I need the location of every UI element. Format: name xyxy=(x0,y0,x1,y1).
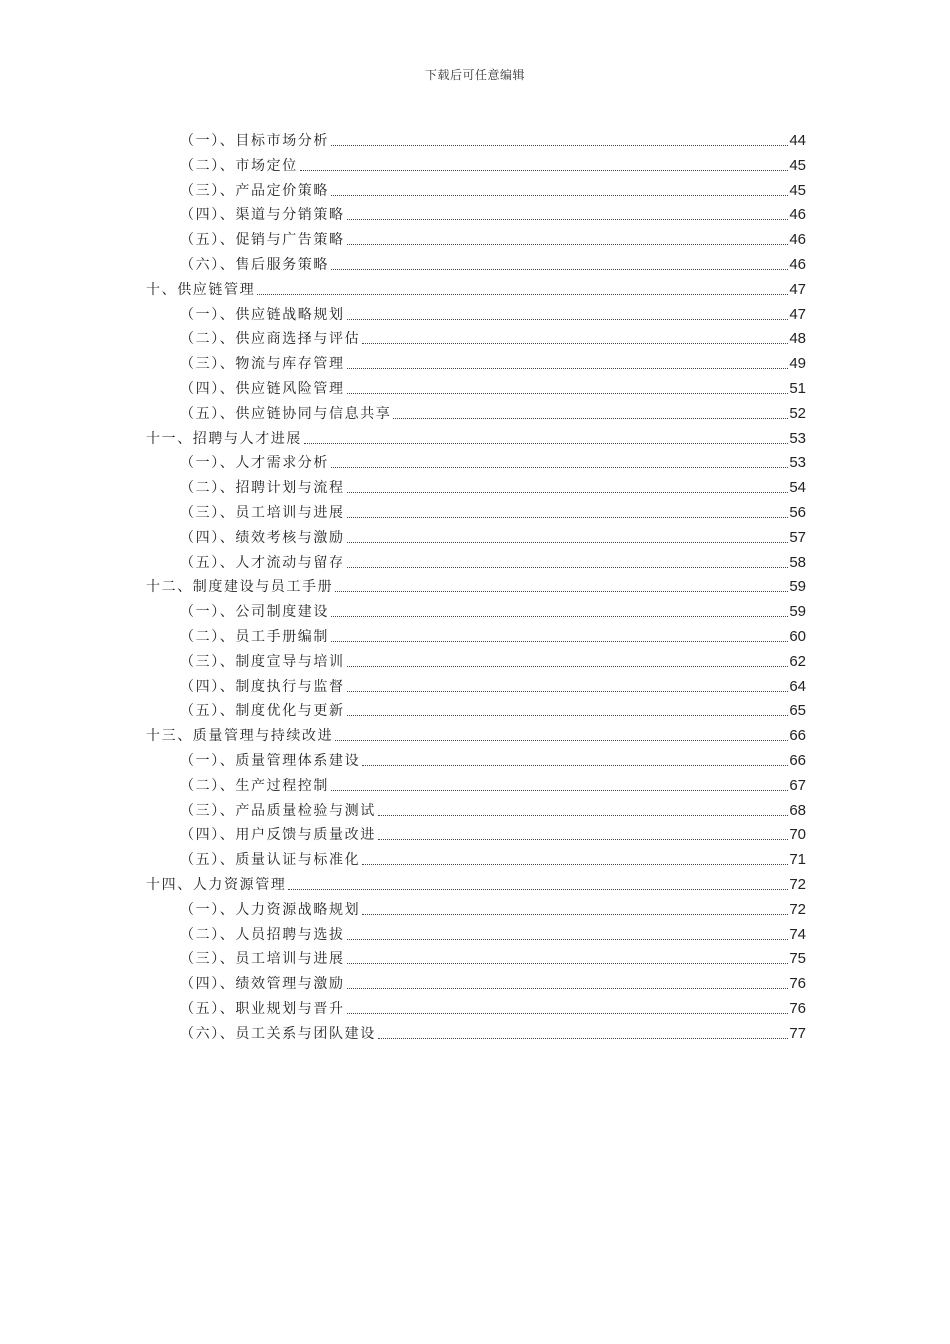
toc-entry-label: （三）、员工培训与进展 xyxy=(180,505,345,521)
toc-entry[interactable] xyxy=(180,126,806,150)
toc-dot-leader xyxy=(347,368,789,369)
toc-page-number: 74 xyxy=(789,925,806,943)
toc-dot-leader xyxy=(347,567,789,568)
toc-entry-label: （六）、员工关系与团队建设 xyxy=(180,1025,376,1042)
toc-page-number: 46 xyxy=(789,206,806,224)
toc-page-number: 65 xyxy=(789,702,806,720)
toc-page-number: 51 xyxy=(789,380,806,397)
toc-page-number: 60 xyxy=(789,628,806,645)
toc-entry[interactable] xyxy=(180,746,806,770)
toc-page-number: 72 xyxy=(789,900,806,918)
toc-entry[interactable] xyxy=(180,994,806,1018)
toc-entry[interactable] xyxy=(180,225,806,249)
toc-dot-leader xyxy=(347,319,789,320)
toc-entry[interactable] xyxy=(180,399,806,423)
toc-entry-label: 十一、招聘与人才进展 xyxy=(146,430,302,447)
toc-entry[interactable] xyxy=(180,448,806,472)
toc-entry-label: 十二、制度建设与员工手册 xyxy=(146,579,334,596)
toc-entry-label: （一）、质量管理体系建设 xyxy=(180,753,361,769)
toc-dot-leader xyxy=(331,195,788,196)
toc-entry[interactable] xyxy=(146,870,806,894)
toc-entry-label: （一）、公司制度建设 xyxy=(180,604,329,621)
toc-dot-leader xyxy=(331,790,788,791)
toc-page-number: 54 xyxy=(789,479,806,497)
toc-page-number: 59 xyxy=(789,578,806,596)
toc-entry-label: 十四、人力资源管理 xyxy=(146,877,287,893)
toc-page-number: 44 xyxy=(789,132,806,149)
toc-entry[interactable] xyxy=(180,1019,806,1043)
toc-entry-label: （四）、绩效管理与激励 xyxy=(180,976,345,993)
toc-entry-label: （五）、供应链协同与信息共享 xyxy=(180,405,392,422)
toc-dot-leader xyxy=(347,963,789,964)
toc-dot-leader xyxy=(335,591,788,592)
toc-entry-label: （四）、用户反馈与质量改进 xyxy=(180,827,376,844)
toc-entry[interactable] xyxy=(180,944,806,968)
toc-entry[interactable] xyxy=(180,895,806,919)
toc-page-number: 56 xyxy=(789,504,806,521)
toc-page-number: 75 xyxy=(789,950,806,968)
toc-dot-leader xyxy=(378,839,789,840)
toc-dot-leader xyxy=(347,542,789,543)
toc-page-number: 53 xyxy=(789,454,806,472)
toc-entry[interactable] xyxy=(180,969,806,993)
page-header: 下载后可任意编辑 xyxy=(424,68,525,82)
toc-entry-label: （四）、渠道与分销策略 xyxy=(180,207,345,224)
toc-entry[interactable] xyxy=(146,572,806,596)
toc-entry[interactable] xyxy=(180,622,806,646)
toc-dot-leader xyxy=(347,1013,789,1014)
toc-entry-label: （一）、人力资源战略规划 xyxy=(180,901,361,918)
toc-dot-leader xyxy=(362,864,788,865)
toc-dot-leader xyxy=(304,443,788,444)
toc-entry[interactable] xyxy=(180,796,806,820)
toc-entry[interactable] xyxy=(180,200,806,224)
toc-page-number: 66 xyxy=(789,752,806,769)
toc-page-number: 77 xyxy=(789,1024,806,1042)
toc-page-number: 47 xyxy=(789,305,806,323)
toc-dot-leader xyxy=(331,145,788,146)
toc-entry[interactable] xyxy=(180,597,806,621)
toc-page-number: 71 xyxy=(789,851,806,869)
toc-page-number: 76 xyxy=(789,975,806,993)
toc-dot-leader xyxy=(347,517,789,518)
toc-entry-label: （四）、绩效考核与激励 xyxy=(180,529,345,546)
toc-dot-leader xyxy=(347,988,789,989)
toc-page-number: 59 xyxy=(789,603,806,621)
toc-dot-leader xyxy=(331,616,788,617)
toc-entry-label: （三）、制度宣导与培训 xyxy=(180,653,345,670)
toc-page-number: 46 xyxy=(789,231,806,249)
toc-page-number: 67 xyxy=(789,776,806,794)
toc-dot-leader xyxy=(331,467,788,468)
toc-page-number: 57 xyxy=(789,528,806,546)
toc-entry-label: （二）、招聘计划与流程 xyxy=(180,480,345,497)
toc-entry[interactable] xyxy=(180,647,806,671)
toc-entry-label: （三）、产品质量检验与测试 xyxy=(180,802,376,819)
toc-entry[interactable] xyxy=(180,548,806,572)
toc-page-number: 58 xyxy=(789,553,806,571)
toc-entry-label: （五）、职业规划与晋升 xyxy=(180,1001,345,1017)
toc-entry-label: （五）、制度优化与更新 xyxy=(180,703,345,720)
toc-entry[interactable] xyxy=(180,300,806,324)
toc-entry[interactable] xyxy=(180,672,806,696)
toc-dot-leader xyxy=(347,244,789,245)
toc-dot-leader xyxy=(347,393,789,394)
toc-dot-leader xyxy=(393,418,788,419)
toc-dot-leader xyxy=(347,939,789,940)
toc-page-number: 64 xyxy=(789,677,806,695)
toc-entry-label: （六）、售后服务策略 xyxy=(180,257,329,273)
toc-entry[interactable] xyxy=(180,250,806,274)
toc-dot-leader xyxy=(331,641,788,642)
toc-page-number: 62 xyxy=(789,652,806,670)
toc-page-number: 52 xyxy=(789,404,806,422)
toc-entry[interactable] xyxy=(146,275,806,299)
toc-dot-leader xyxy=(362,765,788,766)
toc-page-number: 45 xyxy=(789,181,806,199)
toc-entry[interactable] xyxy=(180,176,806,200)
toc-page-number: 66 xyxy=(789,727,806,745)
toc-entry[interactable] xyxy=(180,374,806,398)
toc-page-number: 72 xyxy=(789,876,806,893)
toc-page-number: 48 xyxy=(789,330,806,348)
toc-entry-label: 十三、质量管理与持续改进 xyxy=(146,728,334,745)
toc-entry[interactable] xyxy=(180,151,806,175)
toc-dot-leader xyxy=(288,889,788,890)
toc-entry[interactable] xyxy=(180,820,806,844)
toc-entry-label: 十、供应链管理 xyxy=(146,281,256,298)
toc-entry-label: （四）、制度执行与监督 xyxy=(180,678,345,695)
toc-entry-label: （三）、物流与库存管理 xyxy=(180,356,345,373)
toc-dot-leader xyxy=(257,294,788,295)
toc-entry[interactable] xyxy=(180,523,806,547)
toc-entry[interactable] xyxy=(180,473,806,497)
toc-entry-label: （二）、人员招聘与选拔 xyxy=(180,926,345,943)
toc-dot-leader xyxy=(362,343,788,344)
toc-entry-label: （一）、人才需求分析 xyxy=(180,455,329,472)
toc-entry-label: （一）、目标市场分析 xyxy=(180,133,329,149)
toc-entry-label: （二）、员工手册编制 xyxy=(180,629,329,645)
toc-page-number: 47 xyxy=(789,280,806,298)
toc-entry-label: （三）、产品定价策略 xyxy=(180,182,329,199)
toc-entry[interactable] xyxy=(180,324,806,348)
toc-entry[interactable] xyxy=(180,349,806,373)
toc-dot-leader xyxy=(347,666,789,667)
toc-entry[interactable] xyxy=(180,696,806,720)
toc-dot-leader xyxy=(347,715,789,716)
toc-entry-label: （二）、生产过程控制 xyxy=(180,777,329,794)
toc-entry[interactable] xyxy=(180,845,806,869)
toc-entry-label: （四）、供应链风险管理 xyxy=(180,381,345,397)
toc-page-number: 53 xyxy=(789,429,806,447)
toc-entry[interactable] xyxy=(146,721,806,745)
toc-entry-label: （一）、供应链战略规划 xyxy=(180,306,345,323)
toc-entry[interactable] xyxy=(146,424,806,448)
toc-dot-leader xyxy=(347,691,789,692)
toc-dot-leader xyxy=(331,269,788,270)
toc-dot-leader xyxy=(362,914,788,915)
toc-entry[interactable] xyxy=(180,498,806,522)
toc-page-number: 68 xyxy=(789,801,806,819)
toc-entry-label: （三）、员工培训与进展 xyxy=(180,951,345,968)
toc-entry-label: （五）、人才流动与留存 xyxy=(180,554,345,571)
toc-dot-leader xyxy=(378,1038,789,1039)
toc-entry[interactable] xyxy=(180,920,806,944)
toc-page-number: 49 xyxy=(789,355,806,373)
toc-dot-leader xyxy=(300,170,789,171)
toc-dot-leader xyxy=(347,492,789,493)
toc-entry[interactable] xyxy=(180,771,806,795)
toc-dot-leader xyxy=(335,740,788,741)
toc-entry-label: （二）、市场定位 xyxy=(180,157,298,174)
toc-entry-label: （五）、促销与广告策略 xyxy=(180,232,345,249)
toc-entry-label: （五）、质量认证与标准化 xyxy=(180,852,361,869)
toc-page-number: 45 xyxy=(789,156,806,174)
toc-entry-label: （二）、供应商选择与评估 xyxy=(180,331,361,348)
toc-dot-leader xyxy=(378,815,789,816)
toc-page-number: 46 xyxy=(789,256,806,273)
toc-dot-leader xyxy=(347,219,789,220)
toc-page-number: 76 xyxy=(789,1000,806,1017)
toc-page-number: 70 xyxy=(789,826,806,844)
